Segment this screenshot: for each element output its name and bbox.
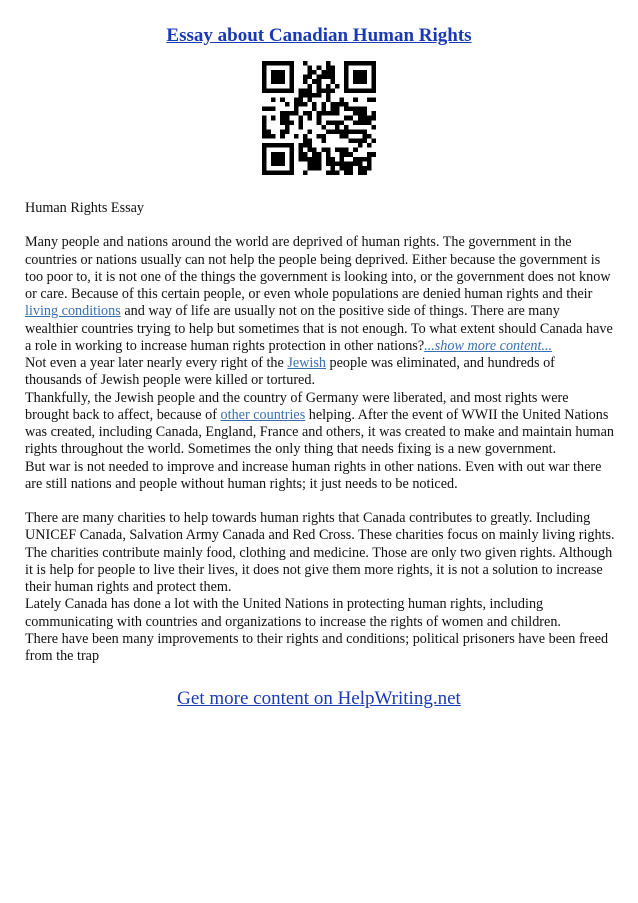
paragraph-7: There have been many improvements to their rights and conditions; political prisoners have been freed from the trap	[25, 630, 609, 664]
paragraph-5: There are many charities to help towards human rights that Canada contributes to greatly. Including UNICEF Canada, Salvation Army Canada and Red Cross. These charities focus on mainly living rights. The charities contribute mainly food, clothing and medicine. Those are only two given rights. Although it is help for people to live their lives, it does not give them more rights, it is not a solution to increase their human rights and protect them.	[25, 510, 615, 595]
paragraph-4: But war is not needed to improve and increase human rights in other nations. Even with out war there are still nations and people without human rights; it just needs to be noticed.	[25, 458, 602, 492]
link-other-countries[interactable]: other countries	[220, 406, 306, 423]
paragraph-6: Lately Canada has done a lot with the United Nations in protecting human rights, including communicating with countries and organizations to increase the rights of women and children.	[25, 596, 561, 630]
qr-code-icon	[262, 61, 376, 175]
essay-heading: Human Rights Essay	[25, 200, 145, 216]
link-living-conditions[interactable]: living conditions	[25, 303, 121, 320]
paragraph-1: Many people and nations around the world are deprived of human rights. The government in the countries or nations usually can not help the people being deprived. Either because the government is too poor to, it is not one of the things the government is looking into, or the government does not know or care. Because of this certain people, or even whole populations are denied human rights and their living conditions and way of life are usually not on the positive side of things. There are many wealthier countries trying to help but sometimes that is not enough. To what extent should Canada have a role in working to increase human rights protection in other nations?...show more content...	[25, 234, 613, 354]
show-more-link[interactable]: ...show more content...	[424, 337, 553, 354]
paragraph-2: Not even a year later nearly every right of the Jewish people was eliminated, and hundreds of thousands of Jewish people were killed or tortured.	[25, 355, 555, 389]
link-jewish[interactable]: Jewish	[287, 355, 326, 371]
page-title[interactable]: Essay about Canadian Human Rights	[166, 25, 472, 46]
paragraph-3: Thankfully, the Jewish people and the country of Germany were liberated, and most rights were brought back to affect, because of other countries helping. After the event of WWII the United Nations was created, including Canada, England, France and others, it was created to make and maintain human rights throughout the world. Sometimes the only thing that needs fixing is a new government.	[25, 389, 614, 458]
footer-link[interactable]: Get more content on HelpWriting.net	[177, 688, 461, 709]
essay-body	[25, 200, 615, 665]
